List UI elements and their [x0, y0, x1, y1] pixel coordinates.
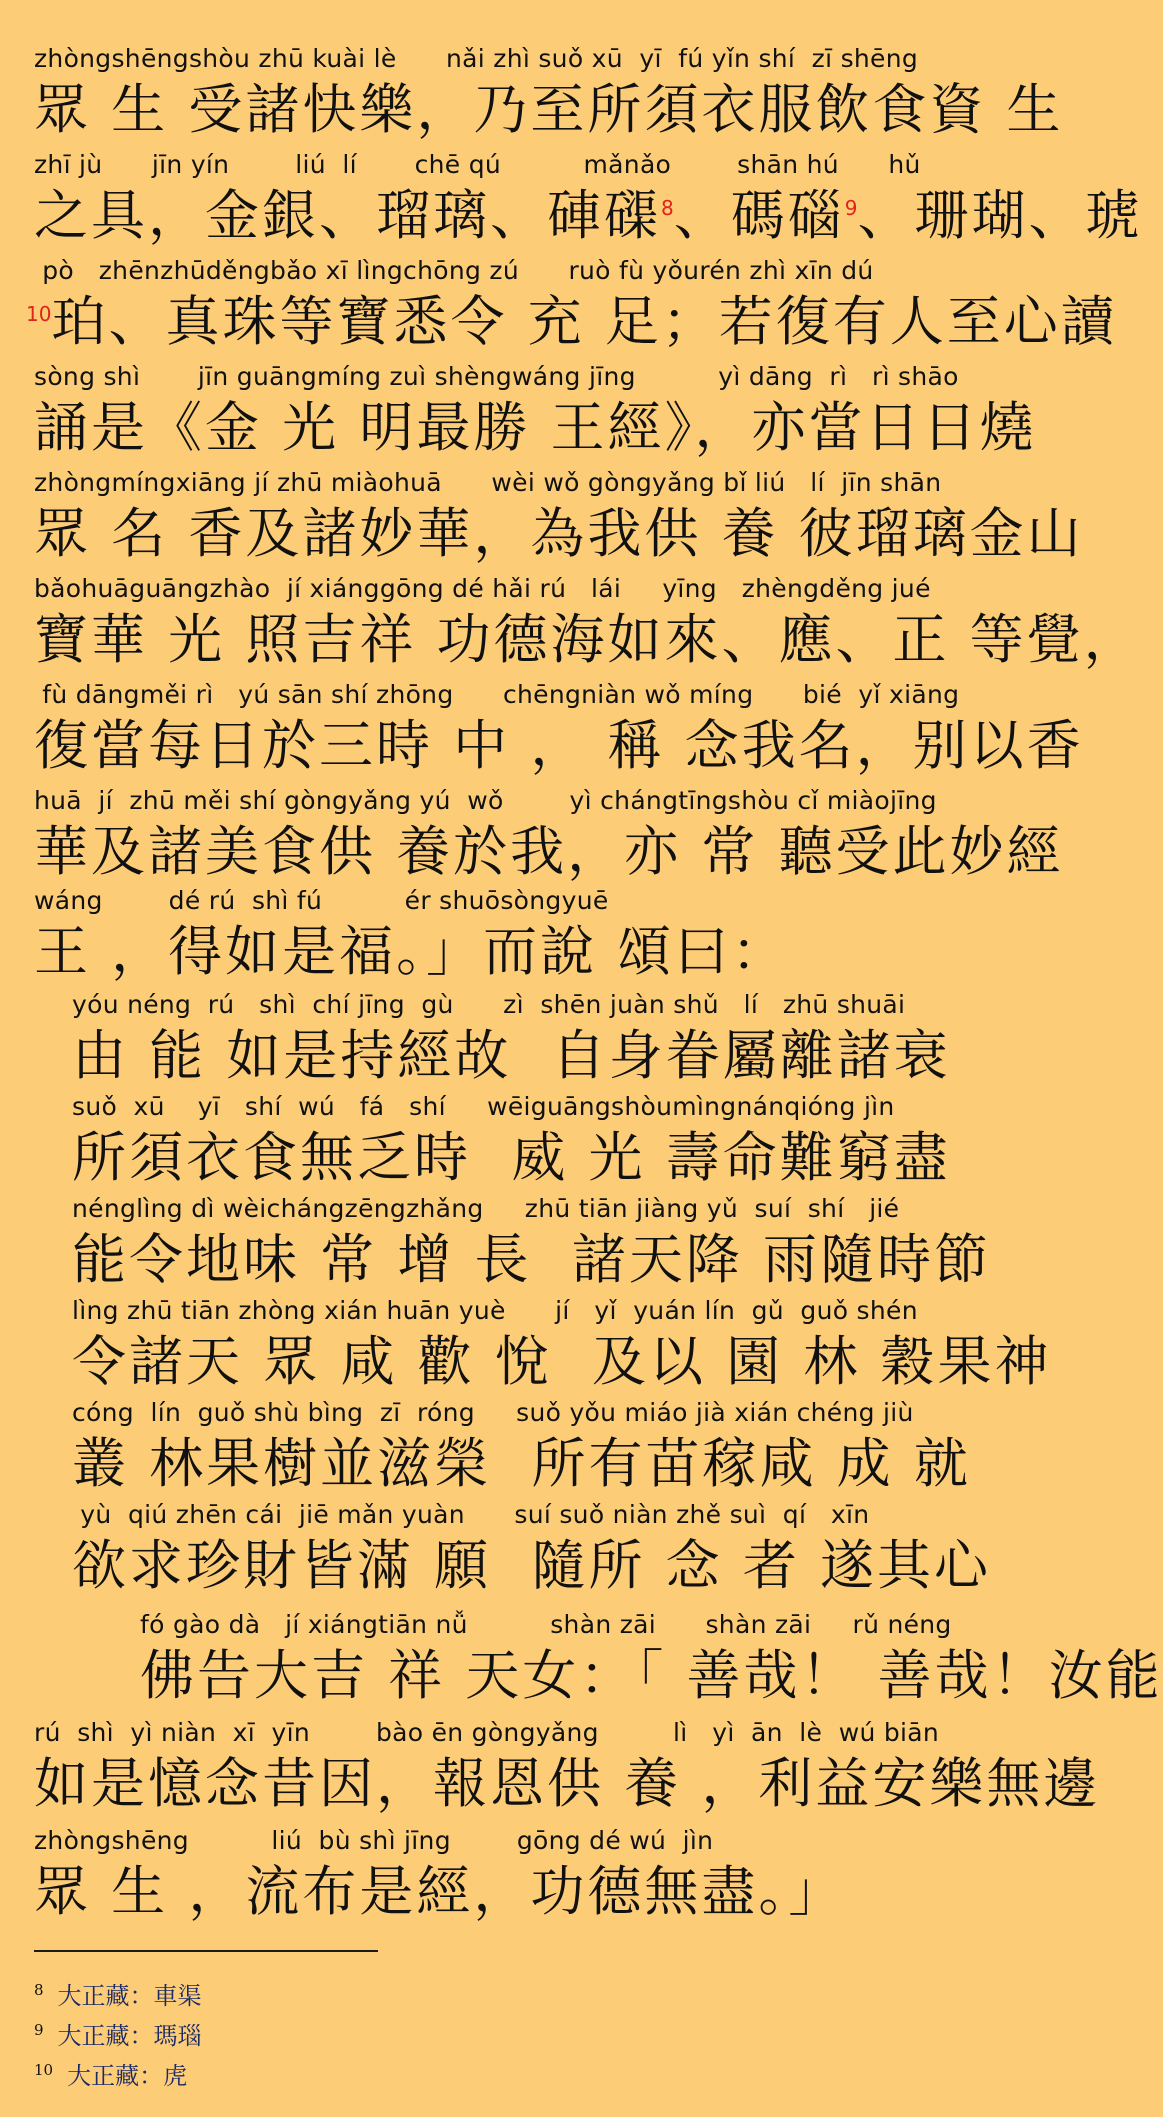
- hanzi-line: [34, 184, 1142, 248]
- speech-line-3: [0, 1826, 1080, 1932]
- hanzi-line: 所須衣食無乏時 威 光 壽命難窮盡: [72, 1126, 951, 1189]
- verse-line-6: [0, 1500, 1080, 1606]
- speech-line-1: [0, 1610, 1163, 1716]
- hanzi-line: 誦是《金 光 明最勝 王經》，亦當日日燒: [34, 396, 1037, 459]
- hanzi-line: 佛告大吉 祥 天女：「 善哉！ 善哉！汝能: [140, 1644, 1163, 1707]
- pinyin-line: lìng zhū tiān zhòng xián huān yuè jí yǐ yuán lín gǔ guǒ shén: [72, 1296, 918, 1325]
- hanzi-line: 眾 名 香及諸妙華，為我供 養 彼瑠璃金山: [34, 502, 1084, 565]
- hanzi-line: 叢 林果樹並滋榮 所有苗稼咸 成 就: [72, 1432, 971, 1495]
- hanzi-segment: 之具，金銀、瑠璃、硨磲: [34, 184, 661, 247]
- pinyin-line: wáng dé rú shì fú ér shuōsòngyuē: [34, 886, 609, 915]
- hanzi-line: [26, 290, 1118, 354]
- footnote-ref-8: 8: [661, 196, 674, 220]
- pinyin-line: suǒ xū yī shí wú fá shí wēiguāngshòumìngnánqióng jìn: [72, 1092, 895, 1121]
- hanzi-line: 復當每日於三時 中 ， 稱 念我名，别以香: [34, 714, 1084, 777]
- hanzi-line: 眾 生 ，流布是經，功德無盡。」: [34, 1860, 846, 1923]
- text-line-9: [0, 886, 1080, 992]
- footnote-text: 大正藏：虎: [67, 2062, 188, 2090]
- pinyin-line: zhī jù jīn yín liú lí chē qú mǎnǎo shān hú hǔ: [34, 150, 921, 179]
- verse-line-5: [0, 1398, 1080, 1504]
- footnote-number: 9: [34, 2021, 44, 2039]
- footnote-number: 10: [34, 2061, 54, 2079]
- verse-line-2: [0, 1092, 1080, 1198]
- text-line-2: [0, 150, 1143, 256]
- text-line-8: [0, 786, 1080, 892]
- footnote-ref-10: 10: [26, 302, 52, 326]
- hanzi-line: 由 能 如是持經故 自身眷屬離諸衰: [72, 1024, 951, 1087]
- verse-line-3: [0, 1194, 1080, 1300]
- pinyin-line: sòng shì jīn guāngmíng zuì shèngwáng jīng yì dāng rì rì shāo: [34, 362, 959, 391]
- hanzi-line: 王 ，得如是福。」而說 頌曰：: [34, 920, 789, 983]
- text-line-7: [0, 680, 1084, 786]
- pinyin-line: yù qiú zhēn cái jiē mǎn yuàn suí suǒ niàn zhě suì qí xīn: [72, 1500, 870, 1529]
- pinyin-line: fó gào dà jí xiángtiān nǚ shàn zāi shàn zāi rǔ néng: [140, 1610, 952, 1639]
- pinyin-line: zhòngshēng liú bù shì jīng gōng dé wú jìn: [34, 1826, 714, 1855]
- text-line-3: [0, 256, 1118, 362]
- pinyin-line: yóu néng rú shì chí jīng gù zì shēn juàn shǔ lí zhū shuāi: [72, 990, 906, 1019]
- verse-line-1: [0, 990, 1080, 1096]
- pinyin-line: bǎohuāguāngzhào jí xiánggōng dé hǎi rú lái yīng zhèngděng jué: [34, 574, 931, 603]
- hanzi-segment: 、碼碯: [673, 184, 845, 247]
- pinyin-line: rú shì yì niàn xī yīn bào ēn gòngyǎng lì yì ān lè wú biān: [34, 1718, 940, 1747]
- pinyin-line: zhòngshēngshòu zhū kuài lè nǎi zhì suǒ xū yī fú yǐn shí zī shēng: [34, 44, 919, 73]
- footnote-ref-9: 9: [844, 196, 858, 220]
- hanzi-line: 華及諸美食供 養於我，亦 常 聽受此妙經: [34, 820, 1064, 883]
- verse-line-4: [0, 1296, 1080, 1402]
- pinyin-line: zhòngmíngxiāng jí zhū miàohuā wèi wǒ gòngyǎng bǐ liú lí jīn shān: [34, 468, 942, 497]
- hanzi-line: 能令地味 常 增 長 諸天降 雨隨時節: [72, 1228, 991, 1291]
- text-line-5: [0, 468, 1084, 574]
- footnote-text: 大正藏：瑪瑙: [57, 2022, 202, 2050]
- footnote-8: [34, 1976, 202, 2011]
- text-line-4: [0, 362, 1080, 468]
- hanzi-segment: 珀、真珠等寶悉令 充 足；若復有人至心讀: [51, 290, 1118, 353]
- hanzi-segment: 、珊瑚、琥: [857, 184, 1143, 247]
- speech-line-2: [0, 1718, 1101, 1824]
- footnote-9: [34, 2016, 202, 2051]
- footnote-10: [34, 2056, 187, 2091]
- pinyin-line: nénglìng dì wèichángzēngzhǎng zhū tiān jiàng yǔ suí shí jié: [72, 1194, 900, 1223]
- hanzi-line: 如是憶念昔因，報恩供 養 ，利益安樂無邊: [34, 1752, 1101, 1815]
- hanzi-line: 欲求珍財皆滿 願 隨所 念 者 遂其心: [72, 1534, 991, 1597]
- pinyin-line: fù dāngměi rì yú sān shí zhōng chēngniàn wǒ míng bié yǐ xiāng: [34, 680, 960, 709]
- text-line-6: [0, 574, 1141, 680]
- text-line-1: [0, 44, 1080, 150]
- pinyin-line: huā jí zhū měi shí gòngyǎng yú wǒ yì chángtīngshòu cǐ miàojīng: [34, 786, 937, 815]
- hanzi-line: 眾 生 受諸快樂，乃至所須衣服飲食資 生: [34, 78, 1064, 141]
- hanzi-line: 令諸天 眾 咸 歡 悅 及以 園 林 穀果神: [72, 1330, 1052, 1393]
- footnote-text: 大正藏：車渠: [57, 1982, 202, 2010]
- pinyin-line: pò zhēnzhūděngbǎo xī lìngchōng zú ruò fù yǒurén zhì xīn dú: [34, 256, 874, 285]
- footnote-number: 8: [34, 1981, 44, 1999]
- hanzi-line: 寶華 光 照吉祥 功德海如來、應、正 等覺，: [34, 608, 1141, 671]
- footnote-divider: [34, 1950, 378, 1952]
- pinyin-line: cóng lín guǒ shù bìng zī róng suǒ yǒu miáo jià xián chéng jiù: [72, 1398, 914, 1427]
